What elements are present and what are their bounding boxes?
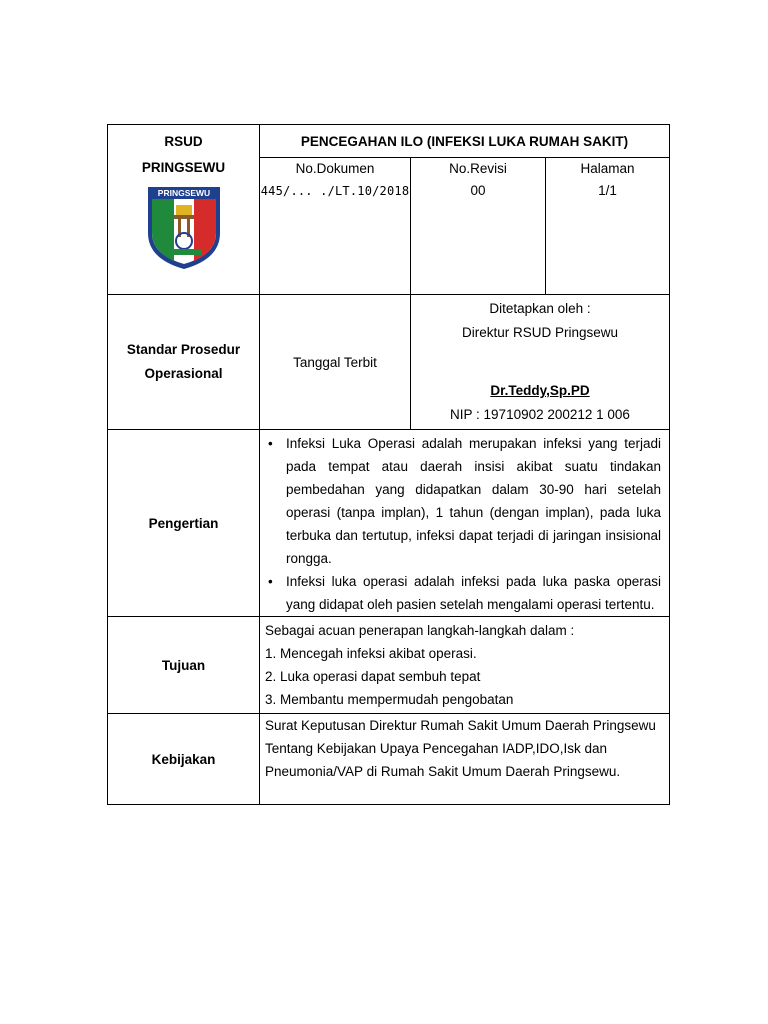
sop-info-cell [260,295,670,430]
revision-cell [411,158,546,294]
pengertian-content [260,430,670,617]
list-item: 3. Membantu mempermudah pengobatan [265,692,514,707]
list-item: • Infeksi Luka Operasi adalah merupakan infeksi yang terjadi pada tempat atau daerah insisi akibat suatu tindakan pembedahan yang didapatkan dalam 30-90 hari setelah operasi (tanpa implan), 1 tahun (dengan implan), pada luka terbuka dan tertutup, infeksi dapat terjadi di jaringan insisional rongga. [286,432,661,570]
director-title: Direktur RSUD Pringsewu [461,325,619,340]
sop-label-line2: Operasional [144,366,223,381]
pengertian-label: Pengertian [108,430,260,617]
tujuan-content [260,617,670,714]
hospital-cell [108,125,260,295]
kebijakan-text: Surat Keputusan Direktur Rumah Sakit Umum Daerah Pringsewu Tentang Kebijakan Upaya Pencegahan IADP,IDO,Isk dan Pneumonia/VAP di Rumah Sakit Umum Daerah Pringsewu. [265,718,656,779]
issued-date-label: Tanggal Terbit [293,354,377,370]
kebijakan-content [260,714,670,805]
pengertian-list [260,430,669,616]
list-item: • Infeksi luka operasi adalah infeksi pada luka paska operasi yang didapat oleh pasien setelah mengalami operasi tertentu. [286,570,661,616]
kebijakan-label: Kebijakan [108,714,260,805]
doc-number-label: No.Dokumen [295,161,375,176]
document-title: PENCEGAHAN ILO (INFEKSI LUKA RUMAH SAKIT) [260,125,670,158]
hospital-city: PRINGSEWU [141,160,226,175]
signer-name: Dr.Teddy,Sp.PD [490,383,590,398]
logo-text: PRINGSEWU [157,188,210,198]
sop-label-cell [108,295,260,430]
doc-meta-cell [260,158,670,295]
doc-number-value: 445/... ./LT.10/2018 [260,184,410,198]
set-by-label: Ditetapkan oleh : [489,301,591,316]
page-label: Halaman [580,161,635,176]
hospital-name: RSUD [164,134,203,149]
doc-number-cell [260,158,411,294]
sop-document-table [107,124,670,805]
issued-date-cell [260,295,411,429]
hospital-logo-icon [144,183,224,271]
approval-cell [411,295,669,429]
signer-nip: NIP : 19710902 200212 1 006 [450,407,630,422]
tujuan-label: Tujuan [108,617,260,714]
tujuan-intro: Sebagai acuan penerapan langkah-langkah dalam : [265,623,575,638]
page-value: 1/1 [598,183,617,198]
sop-label-line1: Standar Prosedur [126,342,241,357]
list-item: 1. Mencegah infeksi akibat operasi. [265,646,477,661]
list-item: 2. Luka operasi dapat sembuh tepat [265,669,481,684]
revision-value: 00 [470,183,486,198]
revision-label: No.Revisi [449,161,507,176]
page-cell [546,158,669,294]
